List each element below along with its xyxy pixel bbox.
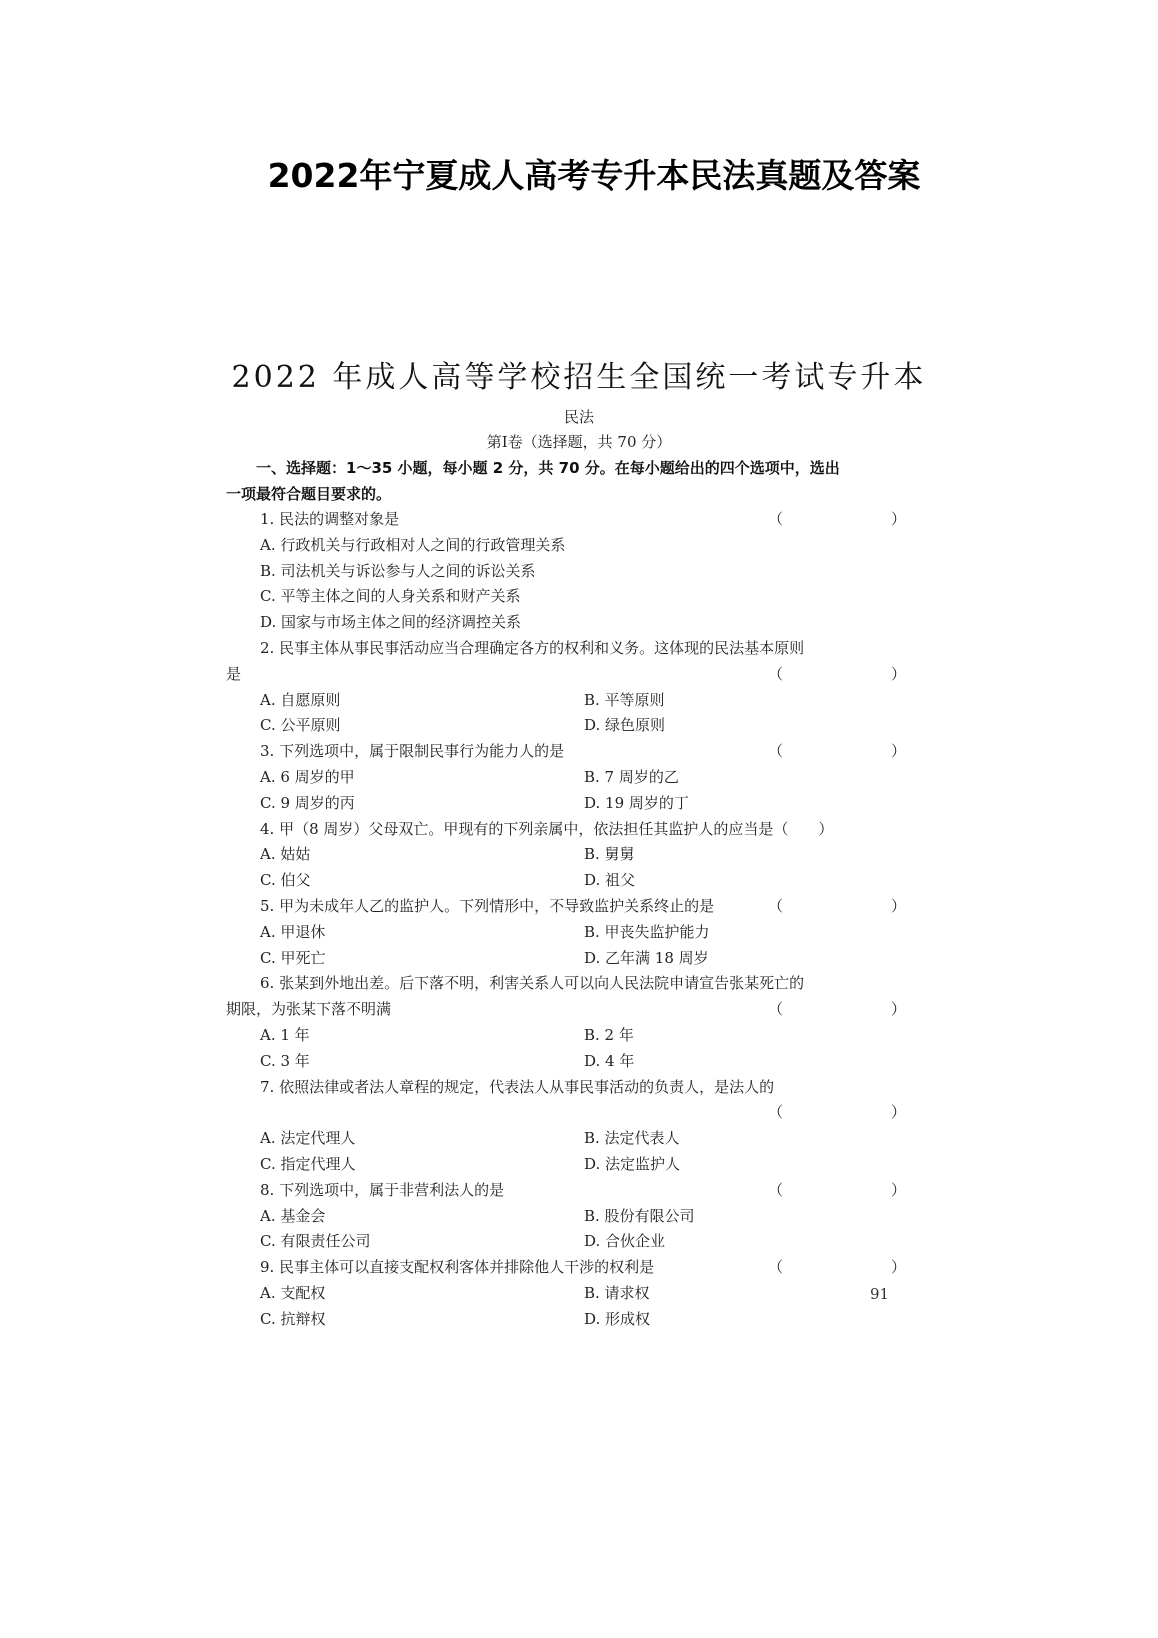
question-stem-text: 8. 下列选项中，属于非营利法人的是 — [260, 1180, 505, 1199]
exam-subject: 民法 — [563, 408, 594, 426]
question-6-options-row2 — [226, 1049, 932, 1075]
question-1-stem — [226, 507, 932, 533]
question-5-options-row2 — [226, 946, 932, 972]
question-4-option-a: A. 姑姑 — [260, 845, 311, 864]
section-instructions — [226, 455, 932, 507]
question-6-stem-cont — [226, 997, 932, 1023]
question-4-stem: 4. 甲（8 周岁）父母双亡。甲现有的下列亲属中，依法担任其监护人的应当是（ ） — [260, 819, 834, 838]
question-stem-text: 5. 甲为未成年人乙的监护人。下列情形中，不导致监护关系终止的是 — [260, 896, 715, 915]
scanned-exam-page — [226, 355, 932, 1333]
section-instructions-line1: 一、选择题：1～35 小题，每小题 2 分，共 70 分。在每小题给出的四个选项中，选出 — [256, 459, 840, 477]
answer-paren: （ ） — [767, 664, 932, 683]
question-9-option-a: A. 支配权 — [260, 1283, 326, 1302]
question-7-options-row1 — [226, 1126, 932, 1152]
question-2-option-b: B. 平等原则 — [584, 690, 665, 709]
question-7-paren-line — [226, 1100, 932, 1126]
question-2-stem-cont — [226, 662, 932, 688]
section-instructions-line2: 一项最符合题目要求的。 — [226, 485, 392, 503]
question-2-options-row1 — [226, 688, 932, 714]
question-stem-text: 是 — [226, 664, 242, 683]
question-5-option-b: B. 甲丧失监护能力 — [584, 922, 710, 941]
question-2-option-c: C. 公平原则 — [260, 716, 341, 735]
question-3-option-b: B. 7 周岁的乙 — [584, 767, 679, 786]
question-2-option-a: A. 自愿原则 — [260, 690, 341, 709]
question-7-option-a: A. 法定代理人 — [260, 1129, 356, 1148]
question-stem-text: 3. 下列选项中，属于限制民事行为能力人的是 — [260, 742, 565, 761]
exam-title: 2022 年成人高等学校招生全国统一考试专升本 — [231, 360, 927, 395]
question-6-option-a: A. 1 年 — [260, 1025, 310, 1044]
question-9-options-row1 — [226, 1281, 932, 1307]
question-7-options-row2 — [226, 1152, 932, 1178]
question-9-option-d: D. 形成权 — [584, 1309, 651, 1328]
question-6-option-c: C. 3 年 — [260, 1051, 310, 1070]
question-6-option-d: D. 4 年 — [584, 1051, 635, 1070]
question-1-option-b: B. 司法机关与诉讼参与人之间的诉讼关系 — [260, 561, 536, 580]
question-stem-text: 9. 民事主体可以直接支配权利客体并排除他人干涉的权利是 — [260, 1258, 655, 1277]
exam-part-heading: 第Ⅰ卷（选择题，共 70 分） — [486, 433, 672, 451]
answer-paren: （ ） — [767, 510, 932, 528]
question-6-option-b: B. 2 年 — [584, 1025, 634, 1044]
question-4-options-row2 — [226, 868, 932, 894]
question-1-option-d: D. 国家与市场主体之间的经济调控关系 — [260, 613, 522, 632]
question-5-options-row1 — [226, 920, 932, 946]
question-7-option-b: B. 法定代表人 — [584, 1129, 680, 1148]
question-4-option-d: D. 祖父 — [584, 871, 636, 890]
answer-paren: （ ） — [767, 1000, 932, 1019]
question-3-options-row2 — [226, 791, 932, 817]
question-5-stem — [226, 894, 932, 920]
question-3-options-row1 — [226, 765, 932, 791]
question-3-option-a: A. 6 周岁的甲 — [260, 767, 355, 786]
answer-paren: （ ） — [767, 742, 932, 761]
question-7-stem: 7. 依照法律或者法人章程的规定，代表法人从事民事活动的负责人，是法人的 — [260, 1077, 775, 1096]
answer-paren: （ ） — [767, 1258, 932, 1277]
question-9-option-b: B. 请求权 — [584, 1283, 650, 1302]
question-2-option-d: D. 绿色原则 — [584, 716, 666, 735]
question-3-option-c: C. 9 周岁的丙 — [260, 793, 355, 812]
question-2-options-row2 — [226, 713, 932, 739]
question-8-option-b: B. 股份有限公司 — [584, 1206, 695, 1225]
question-3-option-d: D. 19 周岁的丁 — [584, 793, 689, 812]
document-title: 2022年宁夏成人高考专升本民法真题及答案 — [267, 156, 921, 195]
question-3-stem — [226, 739, 932, 765]
question-8-option-d: D. 合伙企业 — [584, 1232, 666, 1251]
question-8-options-row1 — [226, 1204, 932, 1230]
question-7-option-c: C. 指定代理人 — [260, 1154, 356, 1173]
question-6-stem: 6. 张某到外地出差。后下落不明，利害关系人可以向人民法院申请宣告张某死亡的 — [260, 974, 805, 993]
answer-paren: （ ） — [767, 896, 932, 915]
question-8-stem — [226, 1178, 932, 1204]
question-9-option-c: C. 抗辩权 — [260, 1309, 326, 1328]
question-8-options-row2 — [226, 1229, 932, 1255]
question-7-option-d: D. 法定监护人 — [584, 1154, 681, 1173]
question-9-options-row2 — [226, 1307, 932, 1333]
question-1-option-a: A. 行政机关与行政相对人之间的行政管理关系 — [260, 535, 566, 554]
question-1-option-c: C. 平等主体之间的人身关系和财产关系 — [260, 587, 521, 606]
question-6-options-row1 — [226, 1023, 932, 1049]
question-5-option-a: A. 甲退休 — [260, 922, 326, 941]
question-8-option-a: A. 基金会 — [260, 1206, 326, 1225]
question-stem-text: 期限，为张某下落不明满 — [226, 1000, 392, 1019]
question-stem-text: 1. 民法的调整对象是 — [260, 510, 400, 528]
answer-paren: （ ） — [767, 1103, 932, 1122]
question-2-stem: 2. 民事主体从事民事活动应当合理确定各方的权利和义务。这体现的民法基本原则 — [260, 638, 805, 657]
question-5-option-c: C. 甲死亡 — [260, 948, 326, 967]
question-9-stem — [226, 1255, 932, 1281]
question-8-option-c: C. 有限责任公司 — [260, 1232, 371, 1251]
question-4-options-row1 — [226, 842, 932, 868]
question-4-option-c: C. 伯父 — [260, 871, 311, 890]
question-4-option-b: B. 舅舅 — [584, 845, 635, 864]
page-number: 91 — [870, 1285, 890, 1303]
answer-paren: （ ） — [767, 1180, 932, 1199]
question-5-option-d: D. 乙年满 18 周岁 — [584, 948, 709, 967]
